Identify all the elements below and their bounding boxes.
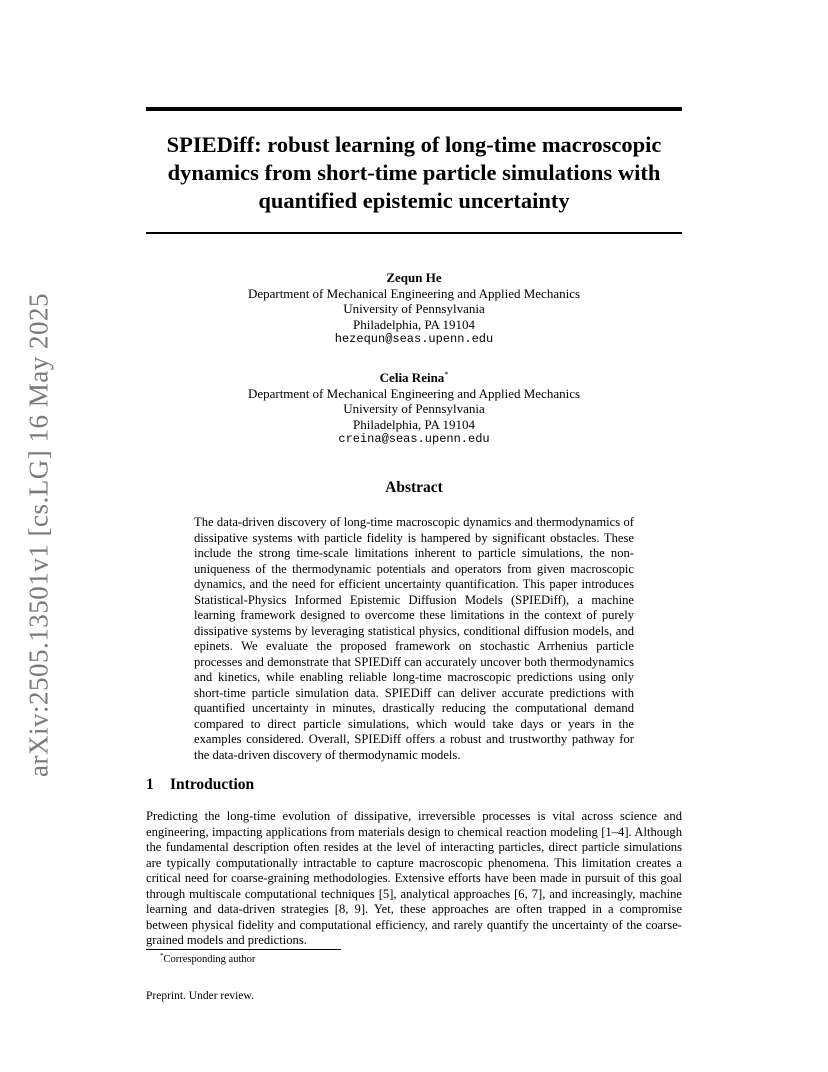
introduction-paragraph: Predicting the long-time evolution of dissipative, irreversible processes is vital across science and engineering, impacting applications from materials design to chemical reaction modeling [1–4]. Although the fundamental description often resides at the level of interacting particles, direct particle simulations are typically computationally intractable to capture macroscopic phenomena. This limitation creates a critical need for coarse-graining methodologies. Extensive efforts have been made in pursuit of this goal through multiscale computational techniques [5], analytical approaches [6, 7], and increasingly, machine learning and data-driven strategies [8, 9]. Yet, these approaches are often trapped in a compromise between physical fidelity and computational efficiency, and rarely quantify the uncertainty of the coarse-grained models and predictions.	[146, 809, 682, 947]
abstract-text: The data-driven discovery of long-time macroscopic dynamics and thermodynamics of dissipative systems with particle fidelity is hampered by significant obstacles. These include the strong time-scale limitations inherent to particle simulations, the non-uniqueness of the thermodynamic potentials and operators from given macroscopic dynamics, and the need for efficient uncertainty quantification. This paper introduces Statistical-Physics Informed Epistemic Diffusion Models (SPIEDiff), a machine learning framework designed to overcome these limitations in the context of purely dissipative systems by leveraging statistical physics, conditional diffusion models, and epinets. We evaluate the proposed framework on stochastic Arrhenius particle processes and demonstrate that SPIEDiff can accurately uncover both thermodynamics and kinetics, while enabling reliable long-time macroscopic predictions using only short-time particle simulation data. SPIEDiff can deliver accurate predictions with quantified uncertainty in minutes, drastically reducing the computational demand compared to direct particle simulations, which would take days or years in the examples considered. Overall, SPIEDiff offers a robust and trustworthy pathway for the data-driven discovery of thermodynamic models.	[194, 515, 634, 762]
footnote-mark: *	[160, 952, 164, 960]
corresponding-author-mark: *	[444, 370, 449, 379]
section-title: Introduction	[170, 776, 255, 793]
author-name: Zequn He	[386, 270, 442, 285]
paper-title: SPIEDiff: robust learning of long-time macroscopic dynamics from short-time particle simulations with quantified epistemic uncertainty	[166, 132, 662, 213]
footnote	[160, 952, 255, 965]
title-bottom-rule	[146, 232, 682, 234]
author-email[interactable]: hezequn@seas.upenn.edu	[334, 332, 494, 346]
title-top-rule	[146, 107, 682, 111]
author-block-1	[146, 270, 682, 348]
author-university: University of Pennsylvania	[343, 401, 485, 416]
author-department: Department of Mechanical Engineering and Applied Mechanics	[247, 385, 581, 401]
author-department: Department of Mechanical Engineering and Applied Mechanics	[247, 285, 581, 301]
section-number: 1	[146, 776, 154, 793]
arxiv-identifier-stamp: arXiv:2505.13501v1 [cs.LG] 16 May 2025	[23, 293, 54, 777]
footnote-text: Corresponding author	[163, 954, 256, 965]
author-name: Celia Reina*	[379, 370, 449, 385]
author-location: Philadelphia, PA 19104	[353, 416, 475, 432]
author-university: University of Pennsylvania	[343, 301, 485, 316]
preprint-note: Preprint. Under review.	[146, 990, 254, 1002]
abstract-heading: Abstract	[385, 479, 443, 496]
section-heading-introduction	[146, 776, 254, 794]
author-block-2	[146, 367, 682, 448]
footnote-rule	[146, 949, 341, 950]
author-email[interactable]: creina@seas.upenn.edu	[338, 432, 490, 446]
author-location: Philadelphia, PA 19104	[353, 316, 475, 332]
